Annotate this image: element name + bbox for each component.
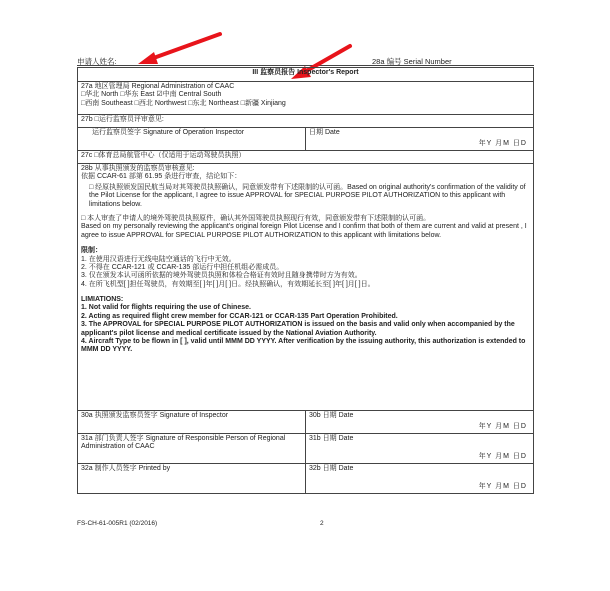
section-27a — [78, 82, 534, 115]
limit-en-3: 3. The APPROVAL for SPECIAL PURPOSE PILOT AUTHORIZATION is issued on the basis and valid only when accompanied by the applicant's pilot license and medical certificate issued by the National Aviation Authority. — [81, 321, 515, 337]
printed-by-ymd: 年Y 月M 日D — [478, 482, 527, 490]
inspector-date-label: 30b 日期 Date — [309, 412, 354, 419]
section-28b-row — [78, 164, 534, 411]
limit-cn-3: 3. 仅在颁发本认可函所依据的境外驾驶员执照和体检合格证有效时且随身携带时方为有效。 — [81, 272, 362, 280]
issuing-inspector-opinion-title: 28b 从事执照颁发的监察员审核意见: — [81, 165, 195, 172]
limit-cn-1: 1. 在使用汉语进行无线电陆空通话的飞行中无效。 — [81, 255, 236, 263]
limit-cn-4: 4. 在所飞机型[ ]担任驾驶员，有效期至[ ]年[ ]月[ ]日。经执照确认，有效期延长至[ ]年[ ]月[ ]日。 — [81, 280, 375, 288]
inspector-signature-label: 30a 执照颁发监察员签字 Signature of Inspector — [78, 411, 306, 434]
red-arrow-icon — [130, 30, 225, 70]
limit-cn-2: 2. 不得在 CCAR-121 或 CCAR-135 部运行中担任机组必需成员。 — [81, 263, 284, 271]
limit-en-1: 1. Not valid for flights requiring the use of Chinese. — [81, 304, 251, 312]
section-27c-row — [78, 151, 534, 164]
operation-inspector-opinion[interactable]: 27b □运行监察员评审意见: — [78, 115, 534, 128]
responsible-person-date-label: 31b 日期 Date — [309, 435, 354, 442]
applicant-name-label: 申请人姓名: — [77, 57, 117, 66]
section-title-row — [78, 68, 534, 82]
limits-en-title: LIMIATIONS: — [81, 296, 124, 304]
section-30-row — [78, 411, 534, 434]
section-27b-title-row — [78, 115, 534, 128]
region-options-row1[interactable]: □华北 North □华东 East ☑中南 Central South — [81, 91, 222, 99]
operation-inspector-signature-label: 运行监察员签字 Signature of Operation Inspector — [78, 128, 306, 151]
section-title: III 监察员报告 Inspector's Report — [78, 68, 534, 82]
section-31-row — [78, 434, 534, 464]
inspector-report-form — [77, 67, 534, 494]
review-basis: 依据 CCAR-61 部第 61.95 条进行审查，结论如下： — [81, 173, 242, 181]
serial-number-label: 28a 编号 Serial Number — [372, 57, 452, 66]
region-options-row2[interactable]: □西南 Southeast □西北 Northwest □东北 Northeast □新疆 Xinjiang — [81, 99, 286, 107]
option-personal-review[interactable]: □ 本人审查了申请人的境外驾驶员执照原件，确认其外国驾驶员执照现行有效，同意颁发带有下述限制的认可函。 — [81, 214, 431, 222]
sport-pilot-center-option[interactable]: 27c □体育总局航管中心（仅适用于运动驾驶员执照） — [78, 151, 534, 164]
page-number: 2 — [320, 520, 324, 527]
responsible-person-ymd: 年Y 月M 日D — [478, 452, 527, 460]
option-authority-confirmation[interactable]: □ 经原执照颁发国民航当局对其驾驶员执照确认，同意颁发带有下述限制的认可函。Based on original authority's confirmation of the validity of the Pilot License for the applicant, I agree to issue APPROVAL for SPECIAL PURPOSE PILOT AUTHORIZATION to this applicant with limitations below. — [89, 183, 526, 208]
form-id: FS-CH-61-005R1 (02/2016) — [77, 520, 158, 527]
operation-inspector-date-label: 日期 Date — [309, 129, 340, 136]
limit-en-2: 2. Acting as required flight crew member for CCAR-121 or CCAR-135 Part Operation Prohibited. — [81, 312, 398, 320]
option-personal-review-en: Based on my personally reviewing the applicant's original foreign Pilot License and I confirm that both of them are current and valid at present , I agree to issue APPROVAL for SPECIAL PURPOSE PILOT AUTHORIZATION to this applicant with limitations below. — [81, 223, 527, 239]
section-27b-signature-row — [78, 128, 534, 151]
printed-by-label: 32a 制作人员签字 Printed by — [78, 464, 306, 494]
inspector-ymd: 年Y 月M 日D — [478, 422, 527, 430]
section-32-row — [78, 464, 534, 494]
limit-en-4: 4. Aircraft Type to be flown in [ ], valid until MMM DD YYYY. After verification by the issuing authority, this authorization is extended to MMM DD YYYY. — [81, 338, 526, 354]
operation-inspector-ymd: 年Y 月M 日D — [478, 139, 527, 147]
printed-by-date-label: 32b 日期 Date — [309, 465, 354, 472]
regional-admin-title: 27a 地区管理局 Regional Administration of CAAC — [81, 83, 235, 90]
responsible-person-signature-label: 31a 部门负责人签字 Signature of Responsible Person of Regional Administration of CAAC — [78, 434, 306, 464]
limits-cn-title: 限制： — [81, 247, 102, 255]
